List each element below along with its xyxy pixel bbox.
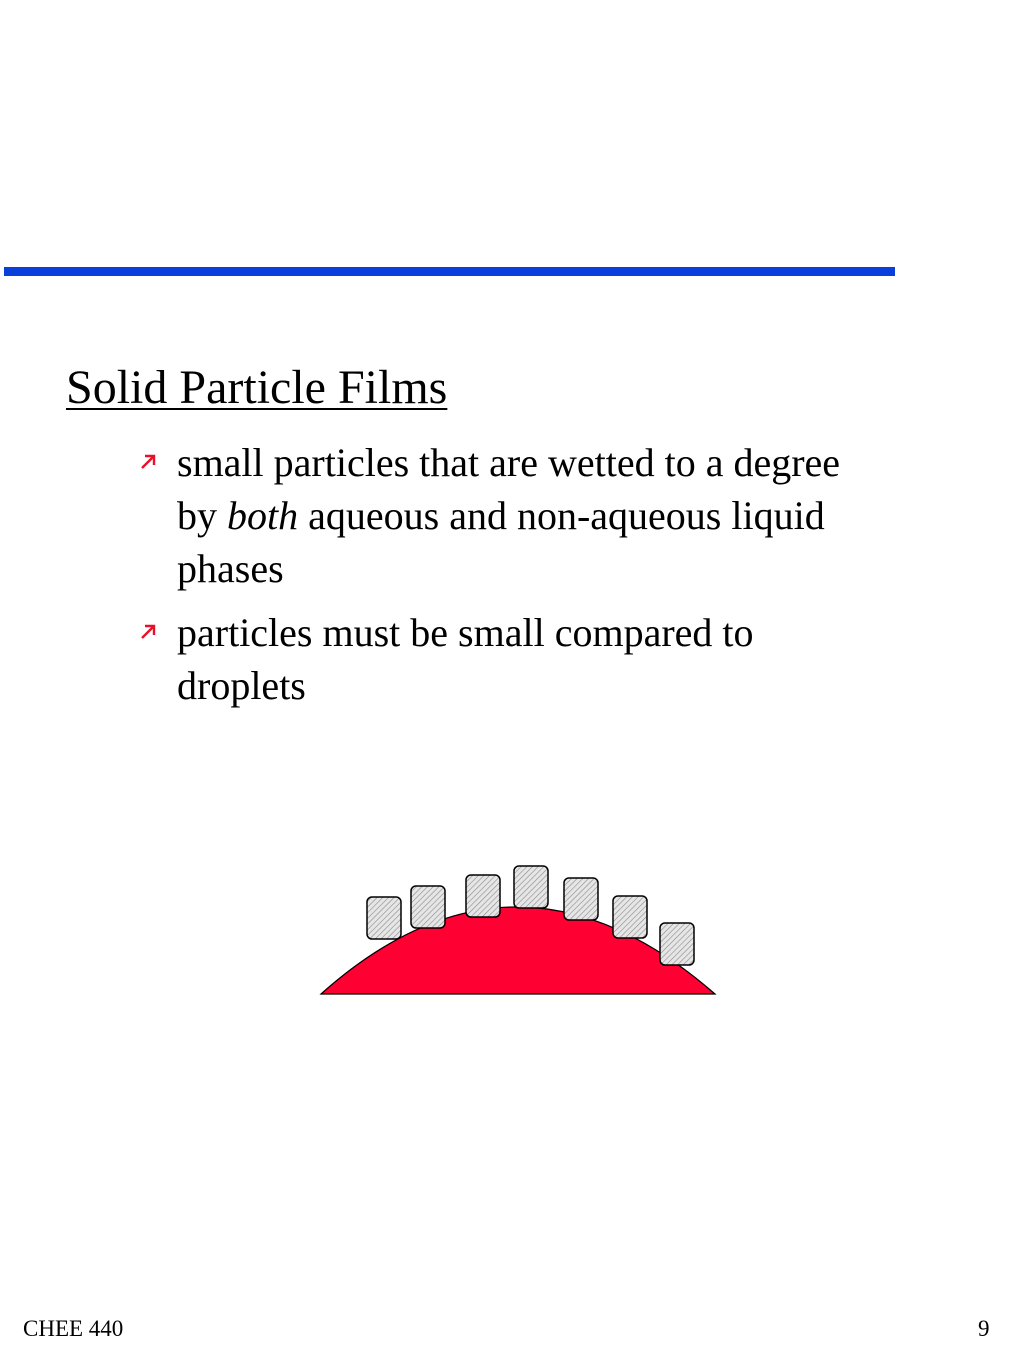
solid-particle xyxy=(564,878,598,920)
solid-particle xyxy=(613,896,647,938)
bullet-text: particles must be small compared to droplets xyxy=(177,610,754,708)
slide-heading: Solid Particle Films xyxy=(66,361,448,414)
title-divider-rule xyxy=(4,267,895,276)
bullet-text: small particles that are wetted to a degree by xyxy=(177,440,841,538)
footer-course: CHEE 440 xyxy=(23,1316,124,1341)
droplet-particle-diagram xyxy=(318,860,720,1000)
solid-particle xyxy=(411,886,445,928)
bullet-text: aqueous and non-aqueous liquid phases xyxy=(177,493,825,591)
bullet-emphasis: both xyxy=(227,493,299,538)
solid-particle xyxy=(660,923,694,965)
arrow-up-right-icon xyxy=(138,452,158,472)
bullet-list xyxy=(138,436,858,723)
solid-particle xyxy=(367,897,401,939)
solid-particle xyxy=(514,866,548,908)
footer-page-number: 9 xyxy=(978,1316,990,1341)
solid-particle xyxy=(466,875,500,917)
arrow-up-right-icon xyxy=(138,622,158,642)
bullet-item xyxy=(138,436,858,595)
bullet-item xyxy=(138,606,858,712)
